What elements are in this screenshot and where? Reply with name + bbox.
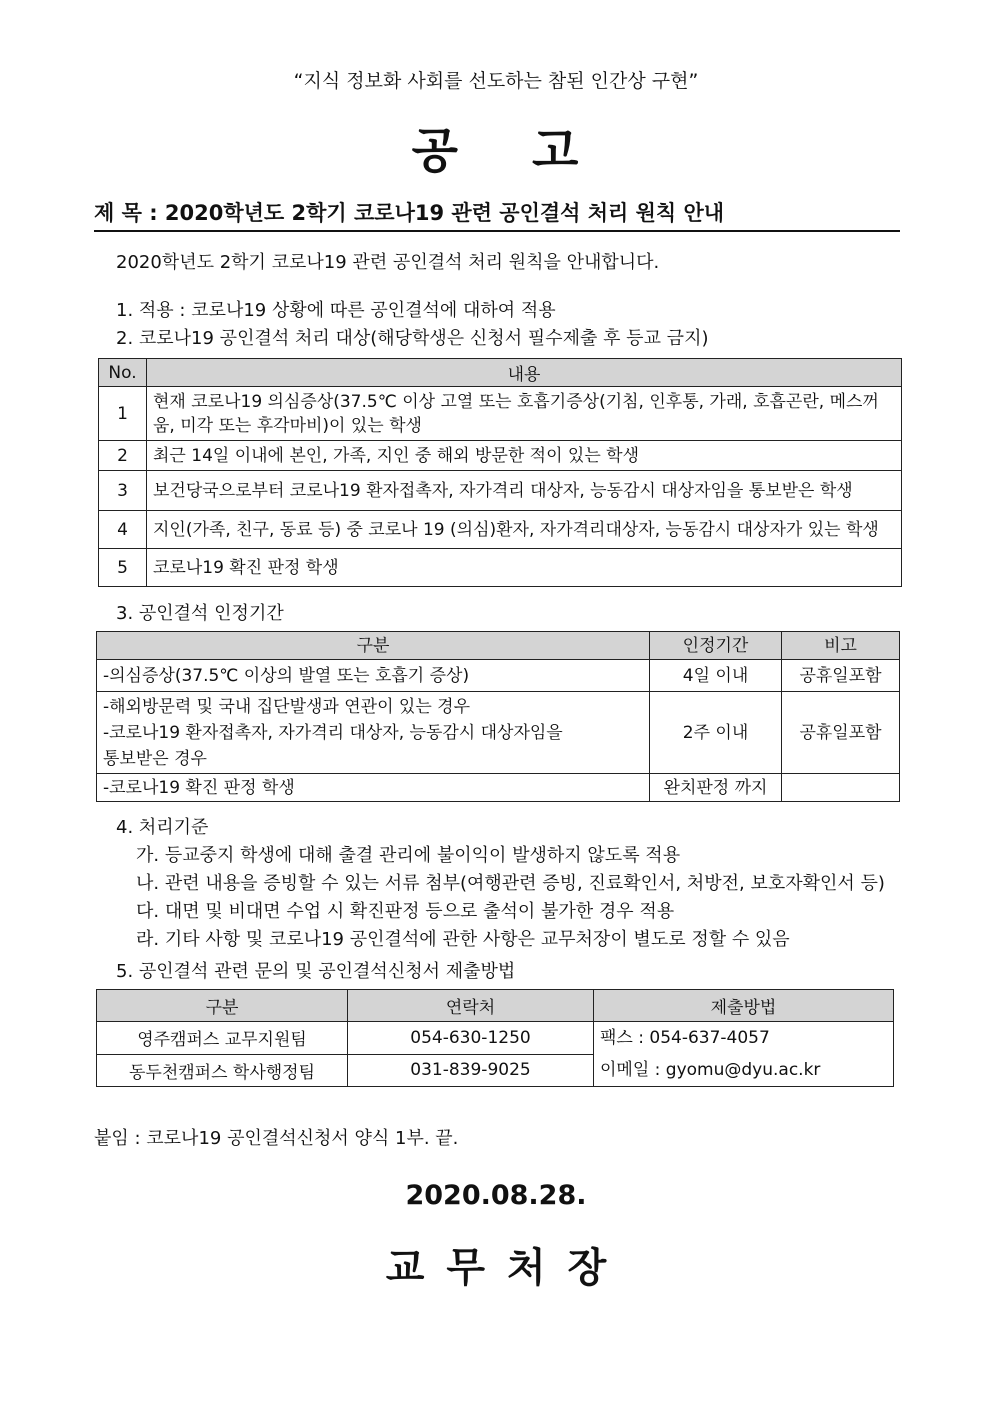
period-table <box>96 631 900 802</box>
col-header-contact: 연락처 <box>348 990 594 1022</box>
row-desc-line: 통보받은 경우 <box>103 748 207 769</box>
table-row <box>97 774 900 802</box>
dept-name: 동두천캠퍼스 학사행정팀 <box>97 1054 348 1087</box>
row-text: 최근 14일 이내에 본인, 가족, 지인 중 해외 방문한 적이 있는 학생 <box>147 441 902 471</box>
row-period: 완치판정 까지 <box>650 774 782 802</box>
col-header-note: 비고 <box>782 632 900 660</box>
col-header-dept: 구분 <box>97 990 348 1022</box>
row-note: 공휴일포함 <box>782 660 900 692</box>
motto: “지식 정보화 사회를 선도하는 참된 인간상 구현” <box>293 70 699 92</box>
table-row <box>99 511 902 549</box>
section-2-heading: 2. 코로나19 공인결석 처리 대상(해당학생은 신청서 필수제출 후 등교 금지) <box>116 328 709 349</box>
row-no: 1 <box>99 387 147 441</box>
signer: 교무처장 <box>385 1245 629 1291</box>
row-no: 4 <box>99 511 147 549</box>
row-desc-line: -코로나19 확진 판정 학생 <box>103 777 295 798</box>
criteria-item: 다. 대면 및 비대면 수업 시 확진판정 등으로 출석이 불가한 경우 적용 <box>136 901 675 922</box>
criteria-item: 라. 기타 사항 및 코로나19 공인결석에 관한 사항은 교무처장이 별도로 정할 수 있음 <box>136 929 790 950</box>
submit-method <box>594 1022 894 1087</box>
row-note: 공휴일포함 <box>782 692 900 774</box>
criteria-item: 가. 등교중지 학생에 대해 출결 관리에 불이익이 발생하지 않도록 적용 <box>136 845 681 866</box>
criteria-item: 나. 관련 내용을 증빙할 수 있는 서류 첨부(여행관련 증빙, 진료확인서, 처방전, 보호자확인서 등) <box>136 873 885 894</box>
section-1-text: 1. 적용 : 코로나19 상황에 따른 공인결석에 대하여 적용 <box>116 300 556 321</box>
table-row <box>99 549 902 587</box>
dept-phone: 031-839-9025 <box>348 1054 594 1087</box>
subject-line: 제 목 : 2020학년도 2학기 코로나19 관련 공인결석 처리 원칙 안내 <box>94 201 725 225</box>
section-5-heading: 5. 공인결석 관련 문의 및 공인결석신청서 제출방법 <box>116 961 516 982</box>
email-address: 이메일 : gyomu@dyu.ac.kr <box>600 1060 821 1080</box>
row-text: 코로나19 확진 판정 학생 <box>147 549 902 587</box>
row-desc-line: -해외방문력 및 국내 집단발생과 연관이 있는 경우 <box>103 696 470 717</box>
attachment-note: 붙임 : 코로나19 공인결석신청서 양식 1부. 끝. <box>94 1128 459 1149</box>
col-header-content: 내용 <box>147 359 902 387</box>
dept-name: 영주캠퍼스 교무지원팀 <box>97 1022 348 1055</box>
fax-number: 팩스 : 054-637-4057 <box>600 1028 770 1048</box>
row-text: 지인(가족, 친구, 동료 등) 중 코로나 19 (의심)환자, 자가격리대상자, 능동감시 대상자가 있는 학생 <box>147 511 902 549</box>
table-row <box>99 441 902 471</box>
row-text: 현재 코로나19 의심증상(37.5℃ 이상 고열 또는 호흡기증상(기침, 인후통, 가래, 호흡곤란, 메스꺼움, 미각 또는 후각마비)이 있는 학생 <box>147 387 902 441</box>
contact-table <box>96 989 894 1087</box>
col-header-method: 제출방법 <box>594 990 894 1022</box>
title-char-2: 고 <box>532 123 581 179</box>
table-row <box>99 387 902 441</box>
table-row <box>99 471 902 511</box>
table-row <box>97 660 900 692</box>
issue-date: 2020.08.28. <box>405 1180 587 1211</box>
table-row <box>97 692 900 774</box>
row-period: 2주 이내 <box>650 692 782 774</box>
row-text: 보건당국으로부터 코로나19 환자접촉자, 자가격리 대상자, 능동감시 대상자임을 통보받은 학생 <box>147 471 902 511</box>
row-no: 2 <box>99 441 147 471</box>
table-row <box>97 1022 894 1055</box>
dept-phone: 054-630-1250 <box>348 1022 594 1055</box>
row-desc-line: -코로나19 환자접촉자, 자가격리 대상자, 능동감시 대상자임을 <box>103 722 563 743</box>
page-title <box>0 112 992 181</box>
col-header-category: 구분 <box>97 632 650 660</box>
row-note <box>782 774 900 802</box>
section-4-heading: 4. 처리기준 <box>116 817 209 838</box>
row-desc-line: -의심증상(37.5℃ 이상의 발열 또는 호흡기 증상) <box>103 665 470 686</box>
row-no: 5 <box>99 549 147 587</box>
col-header-no: No. <box>99 359 147 387</box>
col-header-period: 인정기간 <box>650 632 782 660</box>
target-table <box>98 358 902 587</box>
title-char-1: 공 <box>411 123 460 179</box>
subject-divider <box>94 230 900 232</box>
row-no: 3 <box>99 471 147 511</box>
row-period: 4일 이내 <box>650 660 782 692</box>
intro-text: 2020학년도 2학기 코로나19 관련 공인결석 처리 원칙을 안내합니다. <box>116 252 660 273</box>
row-desc <box>97 660 650 692</box>
section-3-heading: 3. 공인결석 인정기간 <box>116 603 284 624</box>
row-desc <box>97 774 650 802</box>
row-desc <box>97 692 650 774</box>
